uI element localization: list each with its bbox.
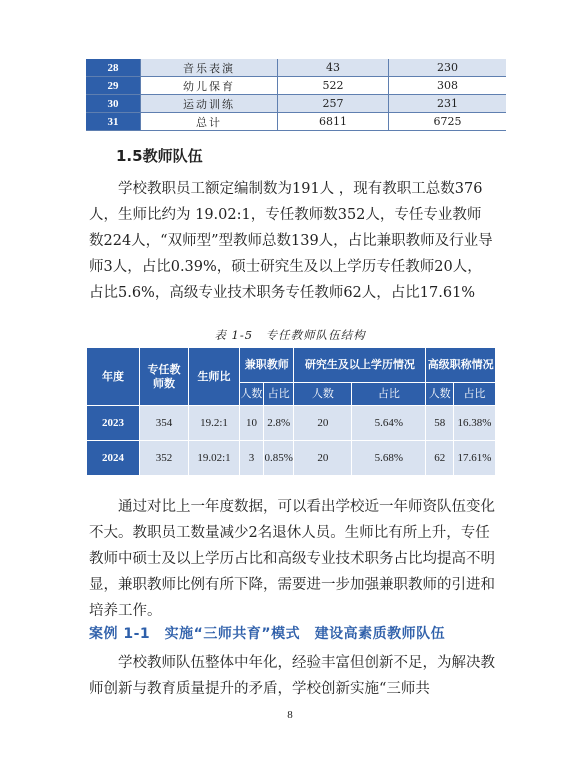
table-row (86, 59, 506, 77)
value-2024: 231 (389, 95, 507, 113)
subheader-share: 占比 (263, 383, 294, 406)
value-2023: 257 (278, 95, 389, 113)
comparison-paragraph: 通过对比上一年度数据，可以看出学校近一年师资队伍变化不大。教职员工数量减少2名退休人员。生师比有所上升，专任教师中硕士及以上学历占比和高级专业技术职务占比均提高不明显，兼职教师比例有所下降，需要进一步加强兼职教师的引进和培养工作。 (89, 499, 495, 619)
value-2023: 6811 (278, 113, 389, 131)
row-index: 29 (86, 77, 141, 95)
page-number: 8 (287, 709, 293, 721)
table-row (86, 77, 506, 95)
grad-share-cell: 5.68% (352, 441, 426, 476)
case-title: 案例 1-1 实施“三师共育”模式 建设高素质教师队伍 (89, 626, 446, 642)
section-heading: 1.5教师队伍 (116, 147, 203, 165)
value-2024: 308 (389, 77, 507, 95)
value-2024: 230 (389, 59, 507, 77)
major-enrollment-table (86, 59, 506, 131)
value-2023: 522 (278, 77, 389, 95)
table-caption: 表 1-5 专任教师队伍结构 (214, 328, 366, 342)
value-2024: 6725 (389, 113, 507, 131)
parttime-count-cell: 10 (240, 406, 264, 441)
header-fulltime: 专任教师数 (140, 348, 189, 406)
year-cell: 2023 (87, 406, 140, 441)
major-name: 音乐表演 (141, 59, 278, 77)
subheader-share: 占比 (454, 383, 496, 406)
header-row (87, 348, 496, 383)
grad-count-cell: 20 (294, 406, 352, 441)
grad-count-cell: 20 (294, 441, 352, 476)
header-parttime: 兼职教师 (240, 348, 294, 383)
case-paragraph: 学校教师队伍整体中年化，经验丰富但创新不足，为解决教师创新与教育质量提升的矛盾，学校创新实施“三师共 (89, 655, 495, 697)
ratio-cell: 19.2:1 (189, 406, 240, 441)
fulltime-cell: 354 (140, 406, 189, 441)
senior-share-cell: 16.38% (454, 406, 496, 441)
table-row (87, 406, 496, 441)
header-year: 年度 (87, 348, 140, 406)
year-cell: 2024 (87, 441, 140, 476)
major-name: 总计 (141, 113, 278, 131)
senior-count-cell: 58 (426, 406, 454, 441)
ratio-cell: 19.02:1 (189, 441, 240, 476)
value-2023: 43 (278, 59, 389, 77)
table-row (86, 95, 506, 113)
subheader-share: 占比 (352, 383, 426, 406)
major-name: 运动训练 (141, 95, 278, 113)
table-row (87, 441, 496, 476)
subheader-count: 人数 (426, 383, 454, 406)
fulltime-cell: 352 (140, 441, 189, 476)
subheader-count: 人数 (294, 383, 352, 406)
parttime-share-cell: 0.85% (263, 441, 294, 476)
row-index: 30 (86, 95, 141, 113)
row-index: 31 (86, 113, 141, 131)
header-grad: 研究生及以上学历情况 (294, 348, 426, 383)
header-senior: 高级职称情况 (426, 348, 496, 383)
senior-count-cell: 62 (426, 441, 454, 476)
senior-share-cell: 17.61% (454, 441, 496, 476)
teacher-structure-table (86, 347, 496, 476)
header-ratio: 生师比 (189, 348, 240, 406)
subheader-count: 人数 (240, 383, 264, 406)
major-name: 幼儿保育 (141, 77, 278, 95)
row-index: 28 (86, 59, 141, 77)
teacher-paragraph: 学校教职员工额定编制数为191人 ，现有教职工总数376人，生师比约为 19.02:1，专任教师数352人，专任专业教师数224人，“双师型”型教师总数139人，占比兼职教师及行业导师3人，占比0.39%，硕士研究生及以上学历专任教师20人，占比5.6%，高级专业技术职务专任教师62人，占比17.61% (89, 181, 493, 301)
parttime-share-cell: 2.8% (263, 406, 294, 441)
grad-share-cell: 5.64% (352, 406, 426, 441)
parttime-count-cell: 3 (240, 441, 264, 476)
table-row (86, 113, 506, 131)
